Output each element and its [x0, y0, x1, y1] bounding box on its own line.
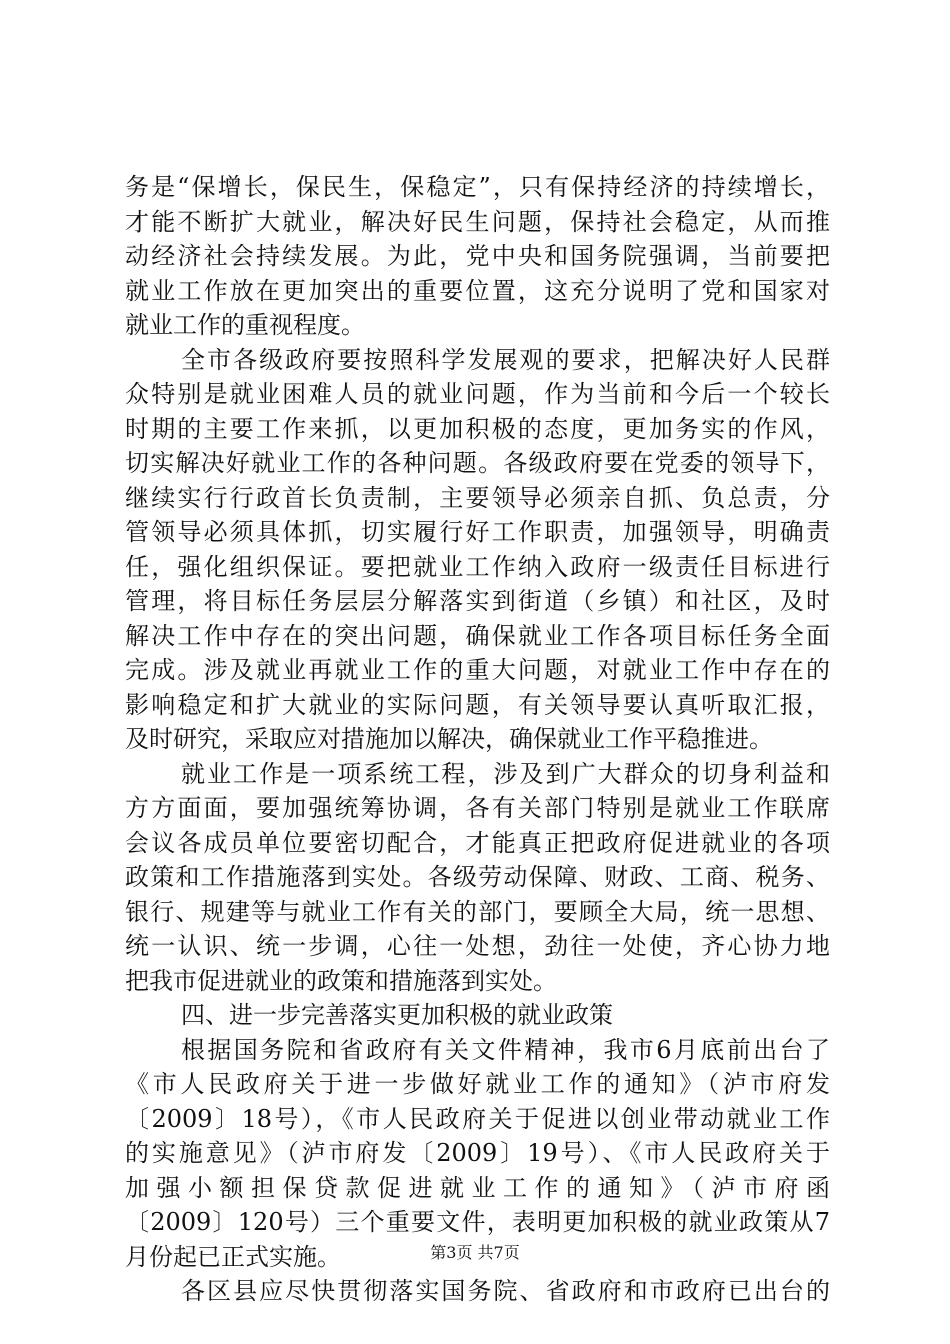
text-line: 的实施意见》（泸市府发〔2009〕19号）、《市人民政府关于 — [125, 1139, 830, 1167]
text-line: 就业工作是一项系统工程，涉及到广大群众的切身利益和 — [181, 759, 830, 788]
text-line: 银行、规建等与就业工作有关的部门，要顾全大局，统一思想、 — [125, 897, 830, 926]
text-line: 全市各级政府要按照科学发展观的要求，把解决好人民群 — [181, 345, 830, 374]
text-line: 众特别是就业困难人员的就业问题，作为当前和今后一个较长 — [125, 380, 830, 408]
text-line: 政策和工作措施落到实处。各级劳动保障、财政、工商、税务、 — [125, 863, 830, 891]
text-line: 影响稳定和扩大就业的实际问题，有关领导要认真听取汇报， — [125, 690, 830, 719]
text-line: 根据国务院和省政府有关文件精神，我市6月底前出台了 — [181, 1035, 830, 1064]
document-body — [125, 170, 830, 1309]
text-line: 才能不断扩大就业，解决好民生问题，保持社会稳定，从而推 — [125, 207, 830, 236]
text-line: 继续实行行政首长负责制，主要领导必须亲自抓、负总责，分 — [125, 483, 830, 512]
text-line: 月份起已正式实施。 — [125, 1242, 341, 1271]
text-line: 就业工作放在更加突出的重要位置，这充分说明了党和国家对 — [125, 276, 830, 305]
text-line: 动经济社会持续发展。为此，党中央和国务院强调，当前要把 — [125, 242, 830, 270]
text-line: 就业工作的重视程度。 — [125, 311, 365, 339]
text-line: 方方面面，要加强统筹协调，各有关部门特别是就业工作联席 — [125, 794, 830, 822]
text-line: 统一认识、统一步调，心往一处想，劲往一处使，齐心协力地 — [125, 932, 830, 960]
text-line: 时期的主要工作来抓，以更加积极的态度，更加务实的作风， — [125, 414, 830, 443]
text-line: 务是“保增长，保民生，保稳定”，只有保持经济的持续增长， — [125, 173, 830, 201]
text-line: 解决工作中存在的突出问题，确保就业工作各项目标任务全面 — [125, 621, 830, 650]
text-line: 加强小额担保贷款促进就业工作的通知》（泸市府函 — [125, 1173, 830, 1202]
text-line: 切实解决好就业工作的各种问题。各级政府要在党委的领导下， — [125, 449, 830, 477]
text-line: 各区县应尽快贯彻落实国务院、省政府和市政府已出台的 — [181, 1277, 830, 1305]
page-footer: 第3页 共7页 — [430, 1243, 520, 1262]
text-line: 完成。涉及就业再就业工作的重大问题，对就业工作中存在的 — [125, 656, 830, 684]
text-line: 管理，将目标任务层层分解落实到街道（乡镇）和社区，及时 — [125, 587, 830, 615]
text-line: 〔2009〕18号），《市人民政府关于促进以创业带动就业工作 — [125, 1104, 830, 1133]
text-line: 〔2009〕120号）三个重要文件，表明更加积极的就业政策从7 — [125, 1208, 830, 1236]
text-line: 管领导必须具体抓，切实履行好工作职责，加强领导，明确责 — [125, 518, 830, 546]
text-line: 会议各成员单位要密切配合，才能真正把政府促进就业的各项 — [125, 828, 830, 857]
text-line: 把我市促进就业的政策和措施落到实处。 — [125, 966, 557, 995]
text-line: 任，强化组织保证。要把就业工作纳入政府一级责任目标进行 — [125, 552, 830, 581]
text-line: 四、进一步完善落实更加积极的就业政策 — [181, 1001, 613, 1029]
text-line: 及时研究，采取应对措施加以解决，确保就业工作平稳推进。 — [125, 725, 773, 753]
text-line: 《市人民政府关于进一步做好就业工作的通知》（泸市府发 — [125, 1070, 830, 1098]
